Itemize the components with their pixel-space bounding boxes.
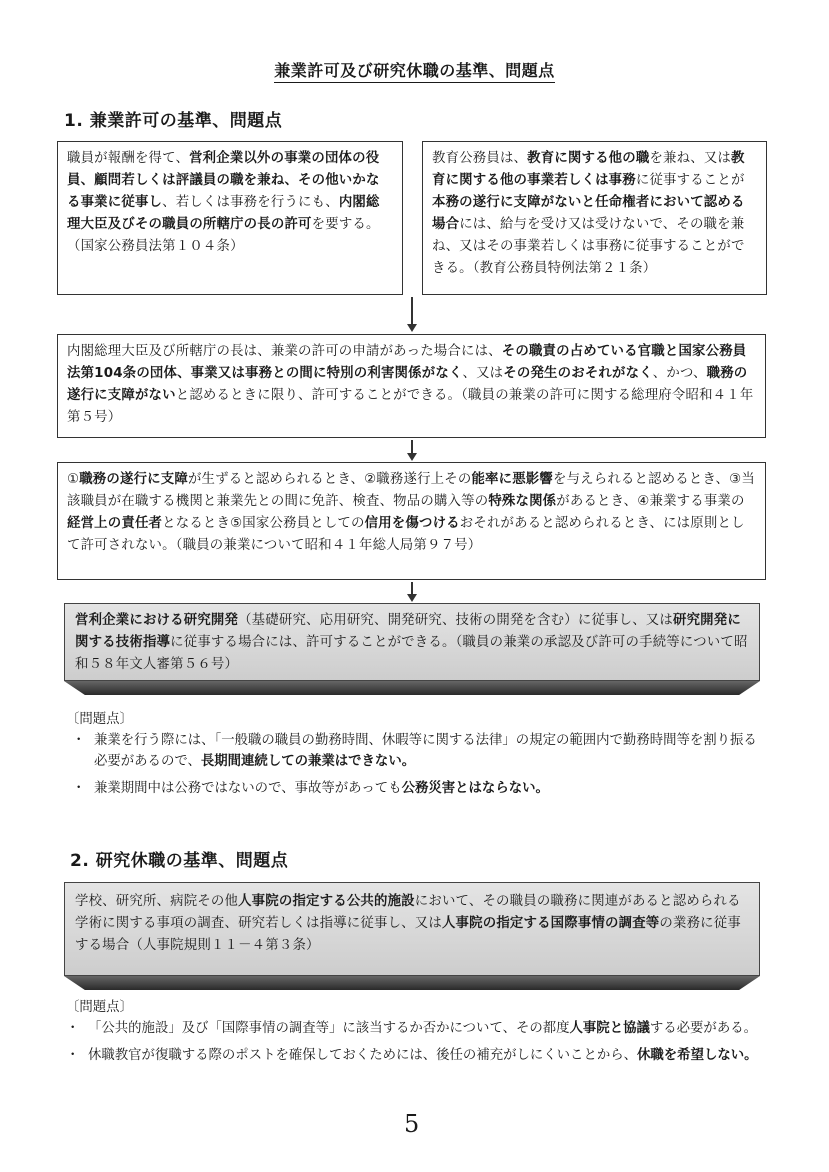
bullet: ・ (66, 1021, 80, 1036)
box-national-public-servant-law (57, 141, 403, 295)
flow-arrow-head (407, 324, 417, 332)
text: において、その職員の職務に関連があると認められる学術に関する事項の調査、研究若しくは指導に従事し、又は (75, 894, 741, 931)
text: と認めるときに限り、許可することができる。（職員の兼業の許可に関する総理府令昭和４１年第５号） (67, 388, 754, 425)
text: 兼業期間中は公務ではないので、事故等があっても (94, 781, 402, 796)
text: 、又は (462, 366, 504, 381)
box-disallowed-conditions (57, 462, 766, 580)
box-shadow-bevel (64, 681, 760, 695)
text: となるとき⑤国家公務員としての (162, 516, 365, 531)
bold-text: 経営上の責任者 (67, 516, 163, 531)
bullet: ・ (72, 733, 86, 748)
bold-text: 人事院と協議 (569, 1021, 650, 1036)
text: ① (67, 472, 80, 487)
text: 、若しくは事務を行うにも、 (162, 195, 339, 210)
flow-arrow-head (407, 453, 417, 461)
list-item (60, 1018, 766, 1039)
flow-arrow-line (411, 440, 413, 454)
bold-text: 内閣総理大臣及びその職員の所轄庁の長の許可 (67, 195, 380, 232)
text: には、給与を受け又は受けないで、その職を兼ね、又はその事業若しくは事務に従事することができる。（教育公務員特例法第２１条） (432, 217, 745, 276)
text: があるとき、④兼業する事業の (556, 494, 745, 509)
box-research-development-allowance (64, 603, 760, 681)
bold-text: 特殊な関係 (488, 494, 557, 509)
bold-text: 営利企業における研究開発 (75, 613, 239, 628)
text: 学校、研究所、病院その他 (75, 894, 239, 909)
text: 、かつ、 (652, 366, 707, 381)
text: 休職教官が復職する際のポストを確保しておくためには、後任の補充がしにくいことから、 (88, 1048, 638, 1063)
bold-text: 教育に関する他の職 (527, 151, 650, 166)
text: を要する。（国家公務員法第１０４条） (67, 217, 380, 254)
flow-arrow-head (407, 594, 417, 602)
text: おそれがあると認められるとき、には原則として許可されない。（職員の兼業について昭和４１年総人局第９７号） (67, 516, 745, 553)
bold-text: 信用を傷つける (364, 516, 460, 531)
bold-text: 人事院の指定する公共的施設 (238, 894, 415, 909)
text: （基礎研究、応用研究、開発研究、技術の開発を含む）に従事し、又は (238, 613, 673, 628)
bold-text: 公務災害とはならない。 (401, 781, 549, 796)
issues-list (60, 1018, 766, 1072)
box-shadow-bevel (64, 976, 760, 990)
bold-text: 職務の遂行に支障 (79, 472, 188, 487)
bullet: ・ (72, 781, 86, 796)
document-title (0, 58, 829, 81)
bold-text: 研究開発に関する技術指導 (75, 613, 741, 650)
box-education-public-servant-law (422, 141, 767, 295)
bold-text: 人事院の指定する国際事情の調査等 (441, 916, 660, 931)
text: に従事することが (635, 173, 745, 188)
bold-text: 能率に悪影響 (471, 472, 553, 487)
bold-text: 長期間連続しての兼業はできない。 (200, 754, 416, 769)
list-item (66, 778, 766, 799)
issues-label: 〔問題点〕 (66, 1000, 133, 1015)
text: が生ずると認められるとき、②職務遂行上その (187, 472, 472, 487)
section1-heading: 1. 兼業許可の基準、問題点 (64, 111, 283, 131)
text: の業務に従事する場合（人事院規則１１－４第３条） (75, 916, 741, 953)
list-item (66, 730, 766, 772)
text: 教育公務員は、 (432, 151, 528, 166)
text: を与えられると認めるとき、③当該職員が在職する機関と兼業先との間に免許、検査、物品の購入等の (67, 472, 755, 509)
bold-text: 教育に関する他の事業若しくは事務 (432, 151, 745, 188)
text: 兼業を行う際には、「一般職の職員の勤務時間、休暇等に関する法律」の規定の範囲内で勤務時間等を割り振る必要があるので、 (94, 733, 757, 769)
text: に従事する場合には、許可することができる。（職員の兼業の承認及び許可の手続等について昭和５８年文人審第５６号） (75, 635, 748, 672)
text: 内閣総理大臣及び所轄庁の長は、兼業の許可の申請があった場合には、 (67, 344, 502, 359)
section2-heading: 2. 研究休職の基準、問題点 (70, 851, 289, 871)
box-prime-minister-ordinance (57, 334, 766, 438)
bold-text: 職務の遂行に支障がない (67, 366, 748, 403)
text: 「公共的施設」及び「国際事情の調査等」に該当するか否かについて、その都度 (88, 1021, 570, 1036)
list-item (60, 1045, 766, 1066)
text: する必要がある。 (649, 1021, 757, 1036)
bold-text: その職責の占めている官職と国家公務員法第104条の団体、事業又は事務との間に特別の利害関係がなく (67, 344, 747, 381)
text: 職員が報酬を得て、 (67, 151, 190, 166)
document-title-text: 兼業許可及び研究休職の基準、問題点 (274, 61, 555, 83)
page-number: 5 (404, 1110, 420, 1138)
bold-text: その発生のおそれがなく (503, 366, 653, 381)
bold-text: 営利企業以外の事業の団体の役員、顧問若しくは評議員の職を兼ね、その他いかなる事業に従事し (67, 151, 380, 210)
text: を兼ね、又は (649, 151, 732, 166)
bold-text: 休職を希望しない。 (637, 1048, 758, 1063)
bullet: ・ (66, 1048, 80, 1063)
issues-label: 〔問題点〕 (66, 712, 133, 727)
bold-text: 本務の遂行に支障がないと任命権者において認める場合 (432, 195, 745, 232)
flow-arrow-line (411, 297, 413, 325)
box-research-leave-rule (64, 882, 760, 976)
issues-list (66, 730, 766, 805)
